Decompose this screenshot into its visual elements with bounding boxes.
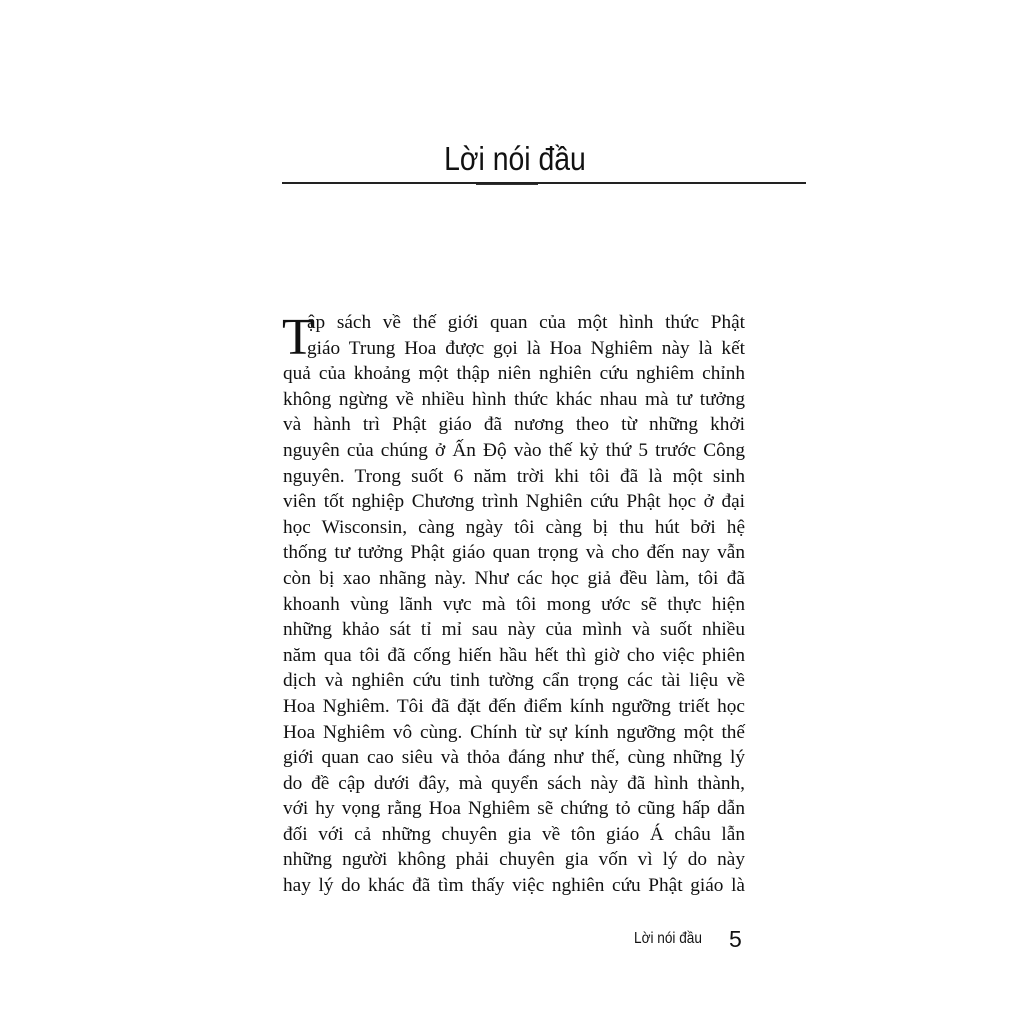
- text-line: đối với cả những chuyên gia về tôn giáo Á châu lẫn: [283, 823, 745, 845]
- title-rule: [282, 182, 806, 184]
- text-line: hay lý do khác đã tìm thấy việc nghiên cứu Phật giáo là: [283, 875, 745, 897]
- text-line: Hoa Nghiêm. Tôi đã đặt đến điểm kính ngưỡng triết học: [283, 695, 745, 717]
- text-line: dịch và nghiên cứu tinh tường cẩn trọng các tài liệu về: [283, 670, 745, 692]
- text-line: quả của khoảng một thập niên nghiên cứu nghiêm chỉnh: [283, 363, 745, 385]
- running-footer-title: Lời nói đầu: [634, 930, 702, 947]
- text-line: ập sách về thế giới quan của một hình thức Phật: [307, 312, 745, 333]
- drop-cap: T: [282, 309, 314, 366]
- text-line: những khảo sát tỉ mỉ sau này của mình và suốt nhiều: [283, 619, 745, 641]
- text-line: những người không phải chuyên gia vốn vì lý do này: [283, 849, 745, 871]
- text-line: Hoa Nghiêm vô cùng. Chính từ sự kính ngưỡng một thế: [283, 721, 745, 743]
- page-number: 5: [729, 926, 742, 952]
- text-line: giáo Trung Hoa được gọi là Hoa Nghiêm này là kết: [307, 337, 745, 359]
- text-line: học Wisconsin, càng ngày tôi càng bị thu hút bởi hệ: [283, 516, 745, 538]
- text-line: khoanh vùng lãnh vực mà tôi mong ước sẽ thực hiện: [283, 593, 745, 615]
- text-line: nguyên của chúng ở Ấn Độ vào thế kỷ thứ 5 trước Công: [283, 439, 745, 461]
- chapter-title: Lời nói đầu: [444, 140, 586, 177]
- text-line: viên tốt nghiệp Chương trình Nghiên cứu Phật học ở đại: [283, 491, 745, 513]
- title-underline-accent: [476, 184, 538, 185]
- text-line: với hy vọng rằng Hoa Nghiêm sẽ chứng tỏ cũng hấp dẫn: [283, 798, 745, 820]
- text-line: còn bị xao nhãng này. Như các học giả đều làm, tôi đã: [283, 567, 745, 589]
- text-line: và hành trì Phật giáo đã nương theo từ những khởi: [283, 414, 745, 436]
- text-line: nguyên. Trong suốt 6 năm trời khi tôi đã là một sinh: [283, 465, 745, 487]
- text-line: năm qua tôi đã cống hiến hầu hết thì giờ cho việc phiên: [283, 644, 745, 666]
- text-line: không ngừng về nhiều hình thức khác nhau mà tư tưởng: [283, 388, 745, 410]
- text-line: do đề cập dưới đây, mà quyển sách này đã hình thành,: [283, 772, 745, 794]
- text-line: giới quan cao siêu và thỏa đáng như thế, cùng những lý: [283, 747, 745, 769]
- body-text: [283, 310, 745, 899]
- text-line: thống tư tưởng Phật giáo quan trọng và cho đến nay vẫn: [283, 542, 745, 564]
